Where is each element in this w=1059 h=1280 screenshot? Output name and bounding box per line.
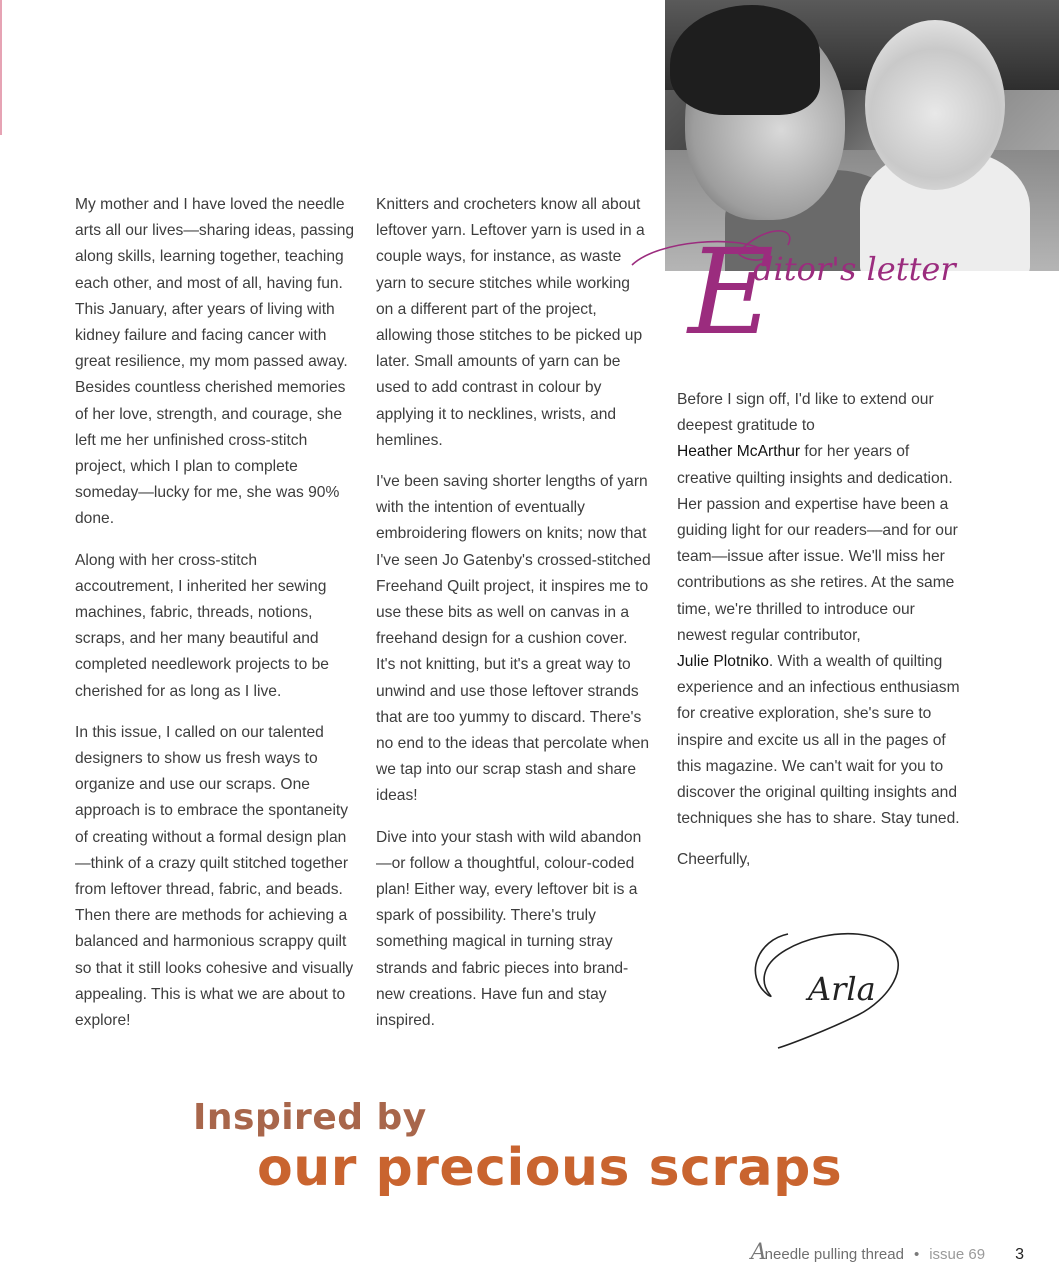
contributor-name: Heather McArthur	[677, 443, 801, 461]
contributor-name: Julie Plotniko	[677, 653, 769, 671]
headline-line-1: Inspired by	[193, 1097, 427, 1138]
paragraph: Knitters and crocheters know all about leftover yarn. Leftover yarn is used in a couple ways, for instance, as waste yarn to secure stitches while working on a different part of the project, allowing those stitches to be picked up later. Small amounts of yarn can be used to add contrast in colour by applying it to necklines, wrists, and hemlines.	[376, 196, 645, 449]
editors-letter-heading	[628, 205, 968, 350]
paragraph	[677, 387, 962, 832]
closing: Cheerfully,	[677, 851, 751, 869]
page-number: 3	[1015, 1246, 1024, 1263]
column-right	[677, 387, 962, 889]
heading-initial: E	[688, 223, 775, 350]
paragraph: Along with her cross-stitch accoutrement, I inherited her sewing machines, fabric, threads, notions, scraps, and her many beautiful and completed needlework projects to be cherished for as long as I live.	[75, 551, 329, 700]
paragraph: Dive into your stash with wild abandon—or follow a thoughtful, colour-coded plan! Either way, every leftover bit is a spark of possibility. There's truly something magical in turning stray strands and fabric pieces into brand-new creations. Have fun and stay inspired.	[376, 828, 642, 1030]
paragraph: In this issue, I called on our talented designers to show us fresh ways to organize and use our scraps. One approach is to embrace the spontaneity of creating without a formal design plan—think of a crazy quilt stitched together from leftover thread, fabric, and beads. Then there are methods for achieving a balanced and harmonious scrappy quilt so that it still looks cohesive and visually appealing. This is what we are about to explore!	[75, 723, 354, 1030]
headline-line-2: our precious scraps	[257, 1138, 843, 1198]
signature	[748, 920, 908, 1052]
page-footer	[751, 1240, 1024, 1266]
footer-issue: issue 69	[929, 1246, 986, 1263]
photo-baby-face	[865, 20, 1005, 190]
column-middle	[376, 192, 651, 1049]
paragraph-text: . With a wealth of quilting experience and an infectious enthusiasm for creative exploration, she's sure to inspire and excite us all in the pages of this magazine. We can't wait for you to discover the original quilting insights and techniques she has to share. Stay tuned.	[677, 653, 960, 828]
footer-separator: •	[913, 1246, 920, 1263]
paragraph: My mother and I have loved the needle arts all our lives—sharing ideas, passing along skills, learning together, teaching each other, and most of all, having fun. This January, after years of living with kidney failure and facing cancer with great resilience, my mom passed away. Besides countless cherished memories of her love, strength, and courage, she left me her unfinished cross-stitch project, which I plan to complete someday—lucky for me, she was 90% done.	[75, 196, 355, 528]
paragraph: I've been saving shorter lengths of yarn with the intention of eventually embroidering flowers on knits; now that I've seen Jo Gatenby's crossed-stitched Freehand Quilt project, it inspires me to use these bits as well on canvas in a freehand design for a cushion cover. It's not knitting, but it's a great way to unwind and use those leftover strands that are too yummy to discard. There's no end to the ideas that percolate when we tap into our scrap stash and share ideas!	[376, 473, 651, 805]
paragraph-text: Before I sign off, I'd like to extend our deepest gratitude to	[677, 391, 934, 435]
heading-rest: ditor's letter	[753, 250, 956, 288]
footer-logo-letter: A	[750, 1240, 767, 1265]
paragraph-text: for her years of creative quilting insights and dedication. Her passion and expertise have been a guiding light for our readers—and for our team—issue after issue. We'll miss her contributions as she retires. At the same time, we're thrilled to introduce our newest regular contributor,	[677, 443, 958, 644]
signature-text: Arla	[808, 970, 876, 1008]
footer-magazine-name: needle pulling thread	[764, 1246, 904, 1263]
left-accent-rule	[0, 0, 2, 135]
column-left	[75, 192, 360, 1049]
